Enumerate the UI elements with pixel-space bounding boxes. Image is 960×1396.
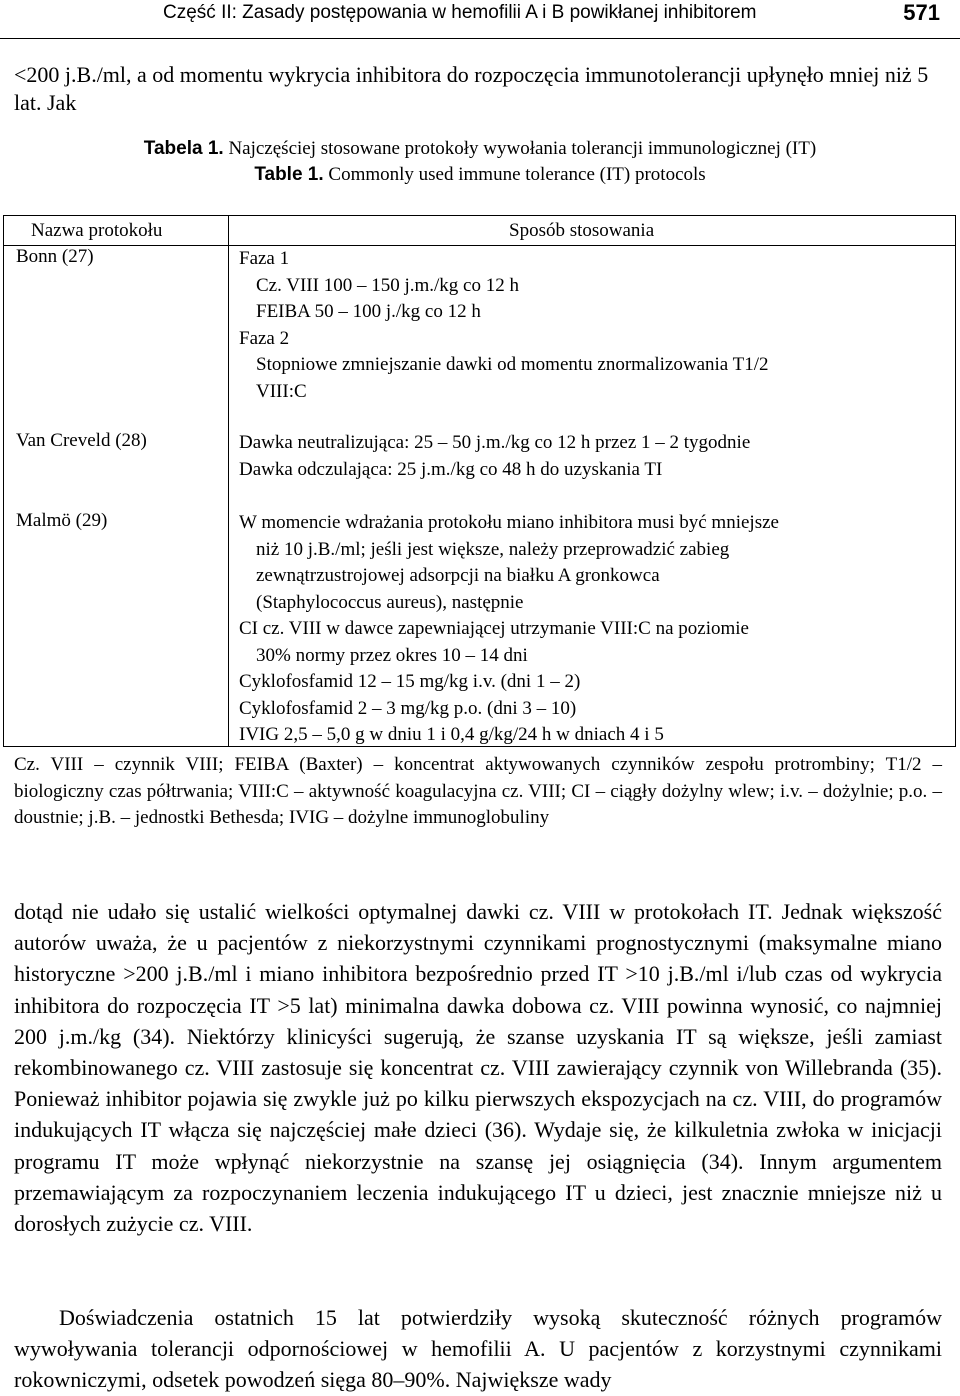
body-paragraph-1: dotąd nie udało się ustalić wielkości optymalnej dawki cz. VIII w protokołach IT. Jednak większość autorów uważa, że u pacjentów z niekorzystnymi czynnikami prognostycznymi (maksymalne miano historyczne >200 j.B./ml i miano inhibitora bezpośrednio przed IT >10 j.B./ml i/lub czas od wykrycia inhibitora do rozpoczęcia IT >5 lat) minimalna dawka dobowa cz. VIII powinna wynosić, co najmniej 200 j.m./kg (34). Niektórzy klinicyści sugerują, że szanse uzyskania IT są większe, jeśli zamiast rekombinowanego cz. VIII zastosuje się koncentrat cz. VIII zawierający czynnik von Willebranda (35). Ponieważ inhibitor pojawia się zwykle już po kilku pierwszych ekspozycjach na cz. VIII, do programów indukujących IT włącza się najczęściej małe dzieci (36). Wydaje się, że kilkuletnia zwłoka w inicjacji programu IT może wpłynąć niekorzystnie na szansę jej osiągnięcia (34). Innym argumentem przemawiającym za rozpoczynaniem leczenia indukującego IT u dzieci, jest znacznie mniejsze niż u dorosłych zużycie cz. VIII.: [14, 899, 942, 1237]
header-rule: [0, 38, 960, 39]
protocol-name-van-creveld: Van Creveld (28): [16, 430, 147, 451]
detail-line: Faza 2: [239, 327, 290, 349]
table-title-pl: Najczęściej stosowane protokoły wywołania tolerancji immunologicznej (IT): [223, 138, 817, 159]
protocol-details-van-creveld: [239, 430, 949, 483]
detail-line: Cz. VIII 100 – 150 j.m./kg co 12 h: [256, 274, 519, 296]
table-column-divider: [228, 216, 229, 746]
protocol-name-bonn: Bonn (27): [16, 246, 94, 267]
page-number: 571: [903, 0, 940, 25]
table-abbreviations: Cz. VIII – czynnik VIII; FEIBA (Baxter) – koncentrat aktywowanych czynników zespołu protrombiny; T1/2 – biologiczny czas półtrwania; VIII:C – aktywność koagulacyjna cz. VIII; CI – ciągły dożylny wlew; i.v. – dożylnie; p.o. – doustnie; j.B. – jednostki Bethesda; IVIG – dożylne immunoglobuliny: [14, 754, 942, 828]
detail-line: zewnątrzustrojowej adsorpcji na białku A gronkowca: [256, 565, 660, 586]
detail-line: Stopniowe zmniejszanie dawki od momentu znormalizowania T1/2: [256, 354, 769, 375]
protocol-details-bonn: [239, 246, 949, 405]
table-title-en: Commonly used immune tolerance (IT) protocols: [323, 164, 706, 185]
intro-paragraph: <200 j.B./ml, a od momentu wykrycia inhibitora do rozpoczęcia immunotolerancji upłynęło mniej niż 5 lat. Jak: [14, 62, 929, 115]
protocols-table: [3, 215, 956, 747]
running-head: [0, 0, 960, 30]
detail-line: FEIBA 50 – 100 j./kg co 12 h: [256, 301, 481, 322]
running-head-title: Część II: Zasady postępowania w hemofilii A i B powikłanej inhibitorem: [163, 2, 757, 23]
detail-line: Dawka neutralizująca: 25 – 50 j.m./kg co 12 h przez 1 – 2 tygodnie: [239, 432, 751, 453]
column-header-mode: Sposób stosowania: [509, 220, 655, 241]
detail-line: Dawka odczulająca: 25 j.m./kg co 48 h do uzyskania TI: [239, 458, 663, 480]
protocol-name-malmo: Malmö (29): [16, 510, 108, 531]
table-label-pl: Tabela 1.: [143, 138, 224, 159]
table-label-en: Table 1.: [254, 164, 324, 185]
detail-line: VIII:C: [256, 380, 307, 402]
detail-line: Cyklofosfamid 12 – 15 mg/kg i.v. (dni 1 – 2): [239, 671, 581, 692]
protocol-details-malmo: [239, 510, 949, 749]
table-caption-pl: [0, 138, 960, 160]
detail-line: IVIG 2,5 – 5,0 g w dniu 1 i 0,4 g/kg/24 h w dniach 4 i 5: [239, 724, 664, 745]
table-caption-en: [0, 164, 960, 186]
detail-line: 30% normy przez okres 10 – 14 dni: [256, 644, 528, 666]
detail-line: W momencie wdrażania protokołu miano inhibitora musi być mniejsze: [239, 512, 779, 533]
detail-line: Faza 1: [239, 248, 290, 269]
detail-line: Cyklofosfamid 2 – 3 mg/kg p.o. (dni 3 – 10): [239, 697, 577, 719]
column-header-name: Nazwa protokołu: [31, 220, 163, 241]
detail-line: niż 10 j.B./ml; jeśli jest większe, należy przeprowadzić zabieg: [256, 538, 730, 560]
body-paragraph-2: Doświadczenia ostatnich 15 lat potwierdziły wysoką skuteczność różnych programów wywoływania tolerancji odpornościowej w hemofilii A. U pacjentów z korzystnymi czynnikami rokowniczymi, odsetek powodzeń sięga 80–90%. Największe wady: [14, 1305, 942, 1393]
detail-line: CI cz. VIII w dawce zapewniającej utrzymanie VIII:C na poziomie: [239, 618, 749, 639]
detail-line: (Staphylococcus aureus), następnie: [256, 591, 524, 613]
